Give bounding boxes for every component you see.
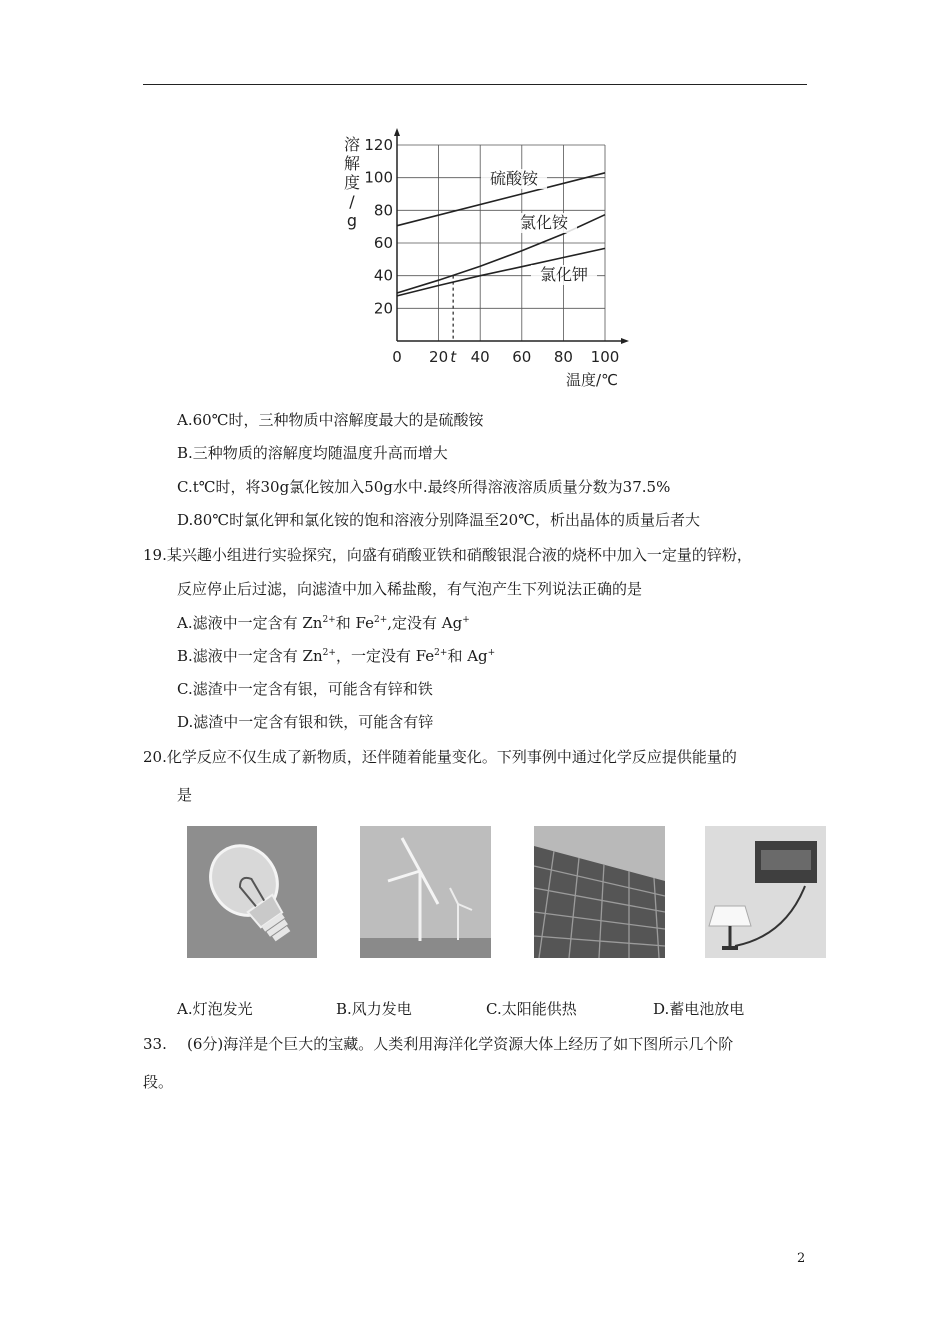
q19-stem-line2: 反应停止后过滤，向滤渣中加入稀盐酸，有气泡产生下列说法正确的是 [177,580,643,598]
q20-option-c: C.太阳能供热 [486,1000,577,1018]
y-tick-label: 80 [373,201,393,220]
q20-option-a: A.灯泡发光 [177,1000,253,1018]
y-tick-label: 100 [364,168,393,187]
y-tick-label: 60 [373,234,393,252]
q20-option-b: B.风力发电 [336,1000,412,1018]
q20-stem-line2: 是 [177,786,193,804]
x-tick-label: t [450,348,457,366]
x-tick-label: 0 [392,348,402,366]
chart-series [397,173,605,341]
q18-option-b: B.三种物质的溶解度均随温度升高而增大 [177,444,448,462]
q20-option-d: D.蓄电池放电 [653,1000,745,1018]
q19-option-c: C.滤渣中一定含有银，可能含有锌和铁 [177,680,433,698]
chart-labels [344,135,619,389]
series-label-1: 氯化铵 [519,213,569,232]
header-rule [143,84,807,85]
y-tick-label: 120 [364,136,393,154]
x-tick-label: 20 [429,348,449,366]
wind-turbine-image [360,826,491,958]
x-tick-label: 60 [512,348,532,366]
y-axis-label-char: g [346,211,358,230]
q19-option-b: B.滤液中一定含有 $Zn^{2+}$，一定没有 $Fe^{2+}$和 Ag+ [177,647,496,665]
y-axis-label-char: 解 [343,154,361,173]
x-axis-arrow [621,338,629,344]
page-number: 2 [797,1251,806,1266]
q33-stem-line2: 段。 [143,1073,174,1091]
y-tick-label: 40 [373,266,393,285]
battery-lamp-image [705,826,826,958]
y-axis-arrow [394,128,400,136]
x-tick-label: 40 [470,348,490,366]
lightbulb-image [187,826,317,958]
y-tick-label: 20 [373,299,393,318]
x-axis-label: 温度/℃ [566,371,618,389]
y-axis-label-char: 溶 [343,135,361,154]
q20-stem-line1: 20.化学反应不仅生成了新物质，还伴随着能量变化。下列事例中通过化学反应提供能量的 [143,748,737,766]
x-tick-label: 80 [553,348,573,366]
q18-option-c: C.t℃时，将30g氯化铵加入50g水中.最终所得溶液溶质质量分数为37.5% [177,478,671,496]
y-axis-label-char: / [349,192,355,211]
y-axis-label-char: 度 [343,173,361,192]
q33-stem-line1: (6分)海洋是个巨大的宝藏。人类利用海洋化学资源大体上经历了如下图所示几个阶 [187,1035,734,1053]
q18-option-d: D.80℃时氯化钾和氯化铵的饱和溶液分别降温至20℃，析出晶体的质量后者大 [177,511,700,529]
series-label-2: 氯化钾 [539,265,589,284]
q19-option-d: D.滤渣中一定含有银和铁，可能含有锌 [177,713,434,731]
q18-option-a: A.60℃时，三种物质中溶解度最大的是硫酸铵 [177,411,484,429]
x-tick-label: 100 [590,348,620,366]
solar-panel-image [534,826,665,958]
q19-stem-line1: 19.某兴趣小组进行实验探究，向盛有硝酸亚铁和硝酸银混合液的烧杯中加入一定量的锌粉， [143,546,752,564]
solubility-chart [330,122,640,397]
q33-number: 33. [143,1035,167,1053]
q19-option-a: A.滤液中一定含有 $Zn^{2+}$和 $Fe^{2+}$,定没有 Ag+ [177,614,470,632]
series-label-0: 硫酸铵 [489,169,539,188]
chart-axes [394,128,629,344]
